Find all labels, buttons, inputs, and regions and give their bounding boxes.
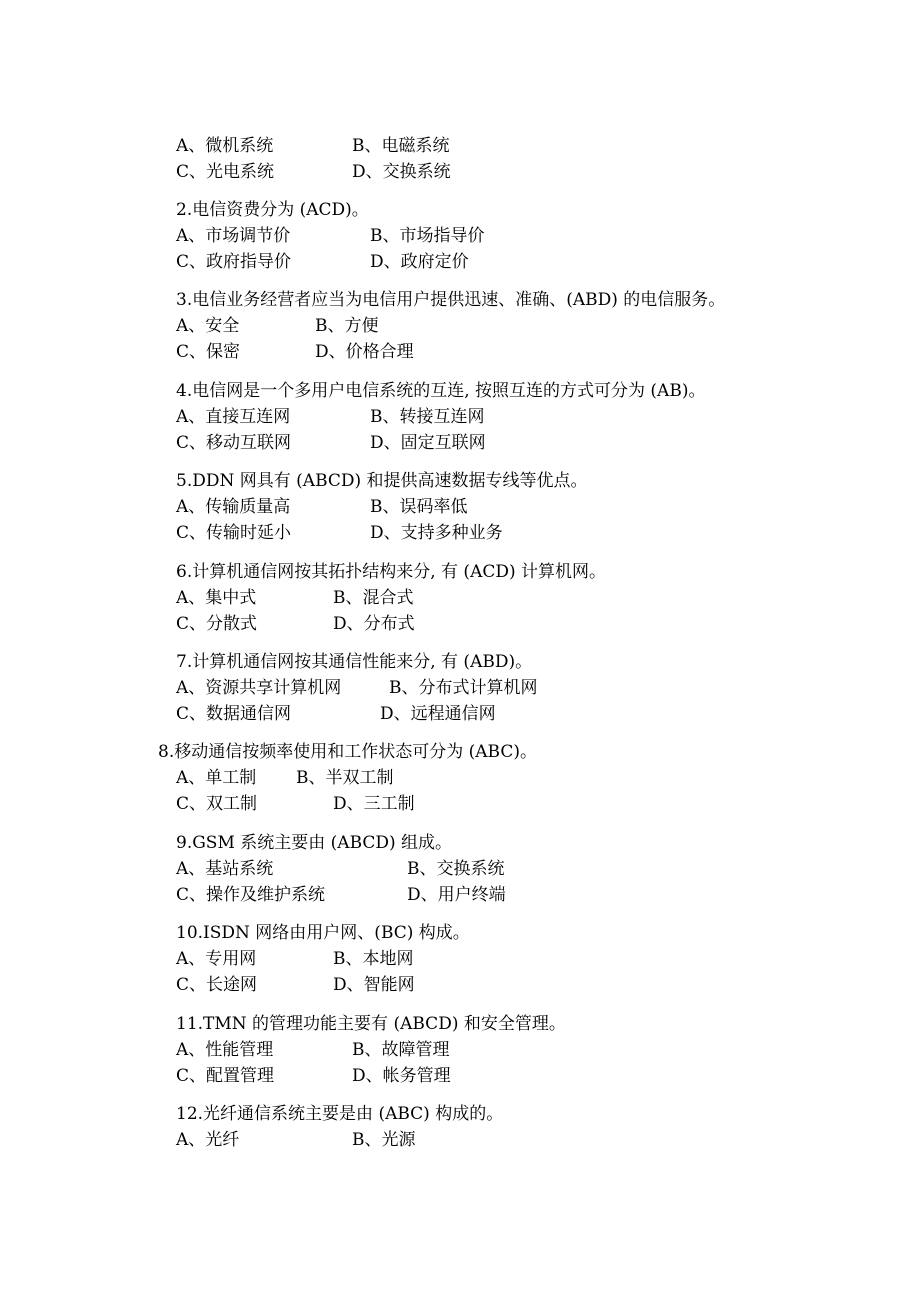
option-d: D、分布式: [333, 614, 415, 634]
question-stem: 12.光纤通信系统主要是由 (ABC) 构成的。: [176, 1104, 504, 1124]
option-d: D、价格合理: [315, 342, 414, 362]
option-a: A、单工制: [176, 768, 257, 788]
option-c: C、双工制: [176, 794, 258, 814]
option-a: A、光纤: [176, 1130, 240, 1150]
option-b: B、半双工制: [296, 768, 394, 788]
option-a: A、直接互连网: [176, 407, 291, 427]
option-d: D、交换系统: [352, 162, 451, 182]
option-c: C、移动互联网: [176, 433, 292, 453]
option-a: A、基站系统: [176, 859, 274, 879]
question-stem: 11.TMN 的管理功能主要有 (ABCD) 和安全管理。: [176, 1014, 566, 1034]
option-b: B、本地网: [333, 949, 414, 969]
option-d: D、固定互联网: [370, 433, 486, 453]
option-c: C、数据通信网: [176, 704, 292, 724]
option-b: B、电磁系统: [352, 136, 450, 156]
question-stem: 8.移动通信按频率使用和工作状态可分为 (ABC)。: [158, 742, 537, 762]
option-c: C、长途网: [176, 975, 258, 995]
question-stem: 9.GSM 系统主要由 (ABCD) 组成。: [176, 833, 453, 853]
option-c: C、政府指导价: [176, 252, 292, 272]
option-b: B、光源: [352, 1130, 416, 1150]
option-a: A、市场调节价: [176, 226, 291, 246]
option-b: B、故障管理: [352, 1040, 450, 1060]
option-c: C、保密: [176, 342, 241, 362]
question-stem: 10.ISDN 网络由用户网、(BC) 构成。: [176, 923, 470, 943]
option-d: D、远程通信网: [380, 704, 496, 724]
option-b: B、误码率低: [370, 497, 468, 517]
question-stem: 4.电信网是一个多用户电信系统的互连, 按照互连的方式可分为 (AB)。: [176, 381, 706, 401]
option-a: A、安全: [176, 316, 240, 336]
question-stem: 6.计算机通信网按其拓扑结构来分, 有 (ACD) 计算机网。: [176, 562, 607, 582]
question-stem: 2.电信资费分为 (ACD)。: [176, 200, 369, 220]
option-d: D、支持多种业务: [370, 523, 503, 543]
question-stem: 7.计算机通信网按其通信性能来分, 有 (ABD)。: [176, 652, 533, 672]
option-d: D、帐务管理: [352, 1066, 451, 1086]
option-c: C、操作及维护系统: [176, 885, 326, 905]
option-d: D、智能网: [333, 975, 415, 995]
option-a: A、专用网: [176, 949, 257, 969]
option-b: B、分布式计算机网: [389, 678, 538, 698]
option-d: D、政府定价: [370, 252, 469, 272]
option-c: C、配置管理: [176, 1066, 275, 1086]
question-stem: 5.DDN 网具有 (ABCD) 和提供高速数据专线等优点。: [176, 471, 588, 491]
option-a: A、传输质量高: [176, 497, 291, 517]
question-stem: 3.电信业务经营者应当为电信用户提供迅速、准确、(ABD) 的电信服务。: [176, 290, 726, 310]
option-b: B、混合式: [333, 588, 414, 608]
option-c: C、分散式: [176, 614, 258, 634]
option-c: C、传输时延小: [176, 523, 292, 543]
option-b: B、市场指导价: [370, 226, 485, 246]
option-b: B、方便: [315, 316, 379, 336]
option-d: D、三工制: [333, 794, 415, 814]
option-b: B、转接互连网: [370, 407, 485, 427]
option-a: A、性能管理: [176, 1040, 274, 1060]
option-b: B、交换系统: [407, 859, 505, 879]
option-a: A、集中式: [176, 588, 257, 608]
option-c: C、光电系统: [176, 162, 275, 182]
option-a: A、资源共享计算机网: [176, 678, 342, 698]
option-d: D、用户终端: [407, 885, 506, 905]
option-a: A、微机系统: [176, 136, 274, 156]
